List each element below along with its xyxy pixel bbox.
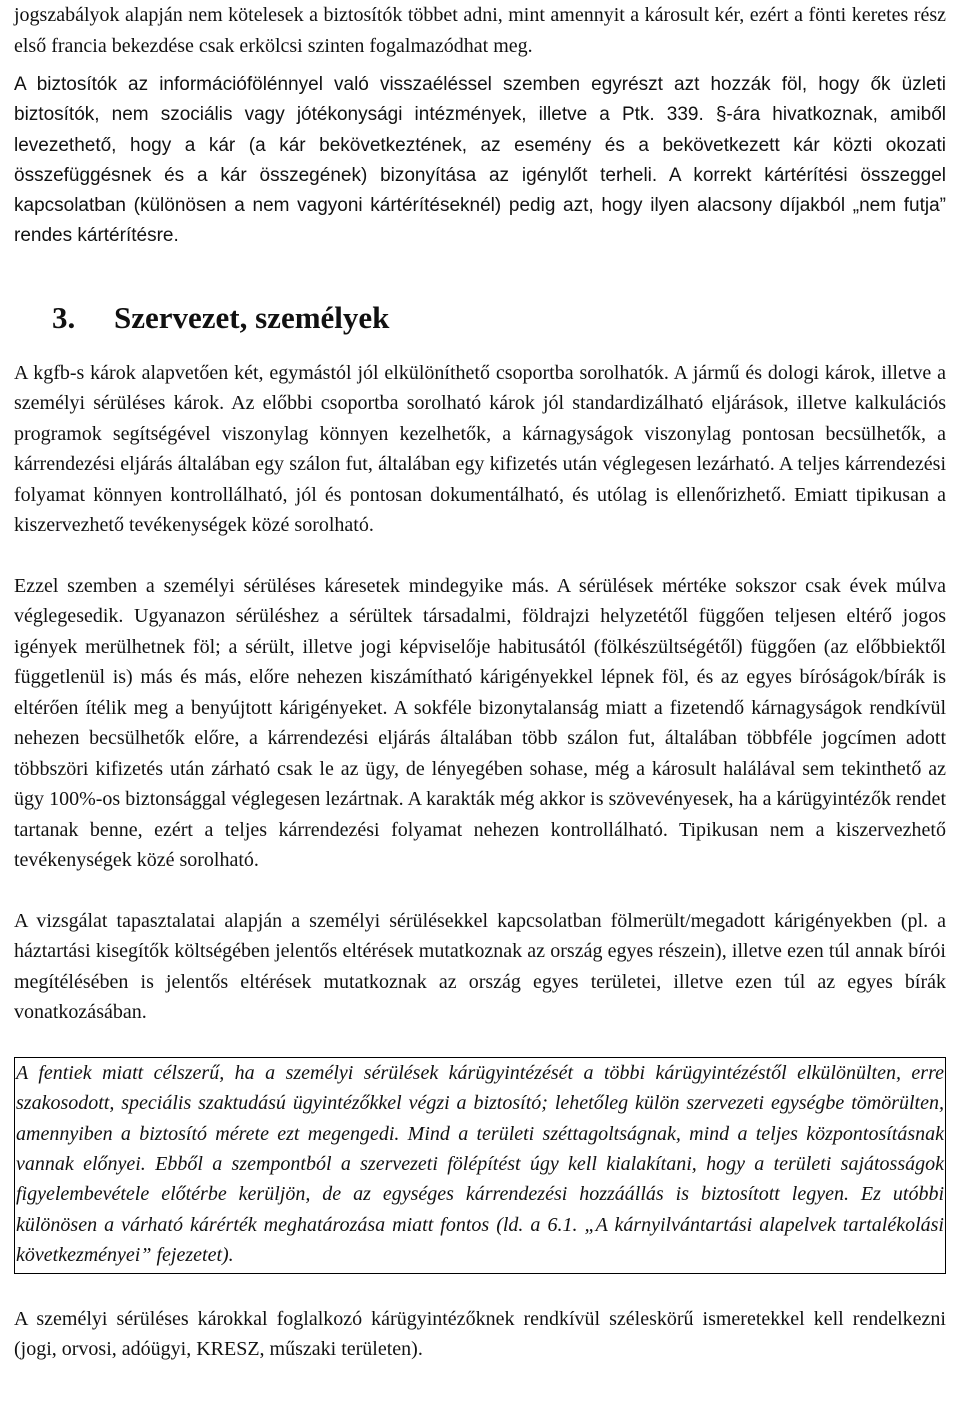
paragraph-information-asymmetry: A biztosítók az információfölénnyel való visszaéléssel szemben egyrészt azt hozzák föl, hogy ők üzleti biztosítók, nem szociális vagy jótékonysági intézmények, illetve a Ptk. 339. §-ára hivatkoznak, amiből levezethető, hogy a kár (a kár bekövetkeztének, az esemény és a bekövetkezett kár közti okozati összefüggésnek és a kár összegének) bizonyítása az igénylőt terheli. A korrekt kártérítési összeggel kapcsolatban (különösen a nem vagyoni kártérítéseknél) pedig azt, hogy ilyen alacsony díjakból „nem futja” rendes kártérítésre. bbox=[14, 74, 946, 247]
document-page bbox=[14, 0, 946, 1365]
paragraph-claim-handlers: A személyi sérüléses károkkal foglalkozó kárügyintézőknek rendkívül széleskörű ismeretekkel kell rendelkezni (jogi, orvosi, adóügyi, KRESZ, műszaki területen). bbox=[14, 1307, 946, 1361]
section-heading bbox=[14, 298, 946, 338]
boxed-recommendation bbox=[14, 1057, 946, 1274]
paragraph-investigation: A vizsgálat tapasztalatai alapján a személyi sérülésekkel kapcsolatban fölmerült/megadott kárigényekben (pl. a háztartási kisegítők költségében jelentős eltérések mutatkoznak az ország egyes részein), illetve ezen túl annak bírói megítélésében is jelentős eltérések mutatkoznak az ország egyes területei, illetve ezen túl az egyes bírák vonatkozásában. bbox=[14, 909, 946, 1024]
paragraph-claim-types: A kgfb-s károk alapvetően két, egymástól jól elkülöníthető csoportba sorolhatók. A jármű és dologi károk, illetve a személyi sérüléses károk. Az előbbi csoportba sorolható károk jól standardizálható eljárások, illetve kalkulációs programok segítségével viszonylag könnyen kezelhetők, a kárnagyságok viszonylag pontosan becsülhetők, a kárrendezési eljárás általában egy szálon fut, általában egy kifizetés után véglegesen lezárható. A teljes kárrendezési folyamat könnyen kontrollálható, jól és pontosan dokumentálható, és utólag is ellenőrizhető. Emiatt tipikusan a kiszervezhető tevékenységek közé sorolható. bbox=[14, 361, 946, 537]
paragraph-continuation: jogszabályok alapján nem kötelesek a biztosítók többet adni, mint amennyit a károsult kér, ezért a fönti keretes rész első francia bekezdése csak erkölcsi szinten fogalmazódhat meg. bbox=[14, 4, 946, 57]
paragraph-personal-injury: Ezzel szemben a személyi sérüléses káresetek mindegyike más. A sérülések mértéke sokszor csak évek múlva véglegesedik. Ugyanazon sérüléshez a sérültek társadalmi, földrajzi helyzetétől függően teljesen eltérő jogos igények merülhetnek föl; a sérült, illetve jogi képviselője habitusától (fölkészültségétől) függően (az előbbiektől függetlenül is) más és más, előre nehezen kiszámítható kárigényekkel lépnek föl, és az egyes bíróságok/bírák is eltérően ítélik meg a benyújtott kárigényeket. A sokféle bizonytalanság miatt a fizetendő kárnagyságok rendkívül nehezen becsülhetők előre, a kárrendezési eljárás általában több szálon fut, általában többféle jogcímen adott többszöri kifizetés után zárható csak le az ügy, de lényegében sohase, még a károsult halálával sem tekinthető az ügy 100%-os biztonsággal véglegesen lezártnak. A karakták még akkor is szövevényesek, ha a kárügyintézők rendet tartanak benne, ezért a teljes kárrendezési folyamat nehezen kontrollálható. Tipikusan nem a kiszervezhető tevékenységek közé sorolható. bbox=[14, 574, 946, 872]
section-title: Szervezet, személyek bbox=[114, 299, 390, 335]
boxed-recommendation-text: A fentiek miatt célszerű, ha a személyi sérülések kárügyintézését a többi kárügyintézéstől elkülönülten, erre szakosodott, speciális szaktudású ügyintézőkkel végzi a biztosító; lehetőleg külön szervezeti egységbe tömörülten, amennyiben a biztosító mérete ezt megengedi. Mind a területi széttagoltságnak, mind a teljes központosításnak vannak előnyei. Ebből a szempontból a szervezeti fölépítést úgy kell kialakítani, hogy a területi sajátosságok figyelembevétele előtérbe kerüljön, de az egységes kárrendezési hozzáállás is biztosított legyen. Ez utóbbi különösen a várható kárérték meghatározása miatt fontos (ld. a 6.1. „A kárnyilvántartási alapelvek tartalékolási következményei” fejezetet). bbox=[16, 1061, 944, 1267]
section-number: 3. bbox=[52, 299, 76, 335]
